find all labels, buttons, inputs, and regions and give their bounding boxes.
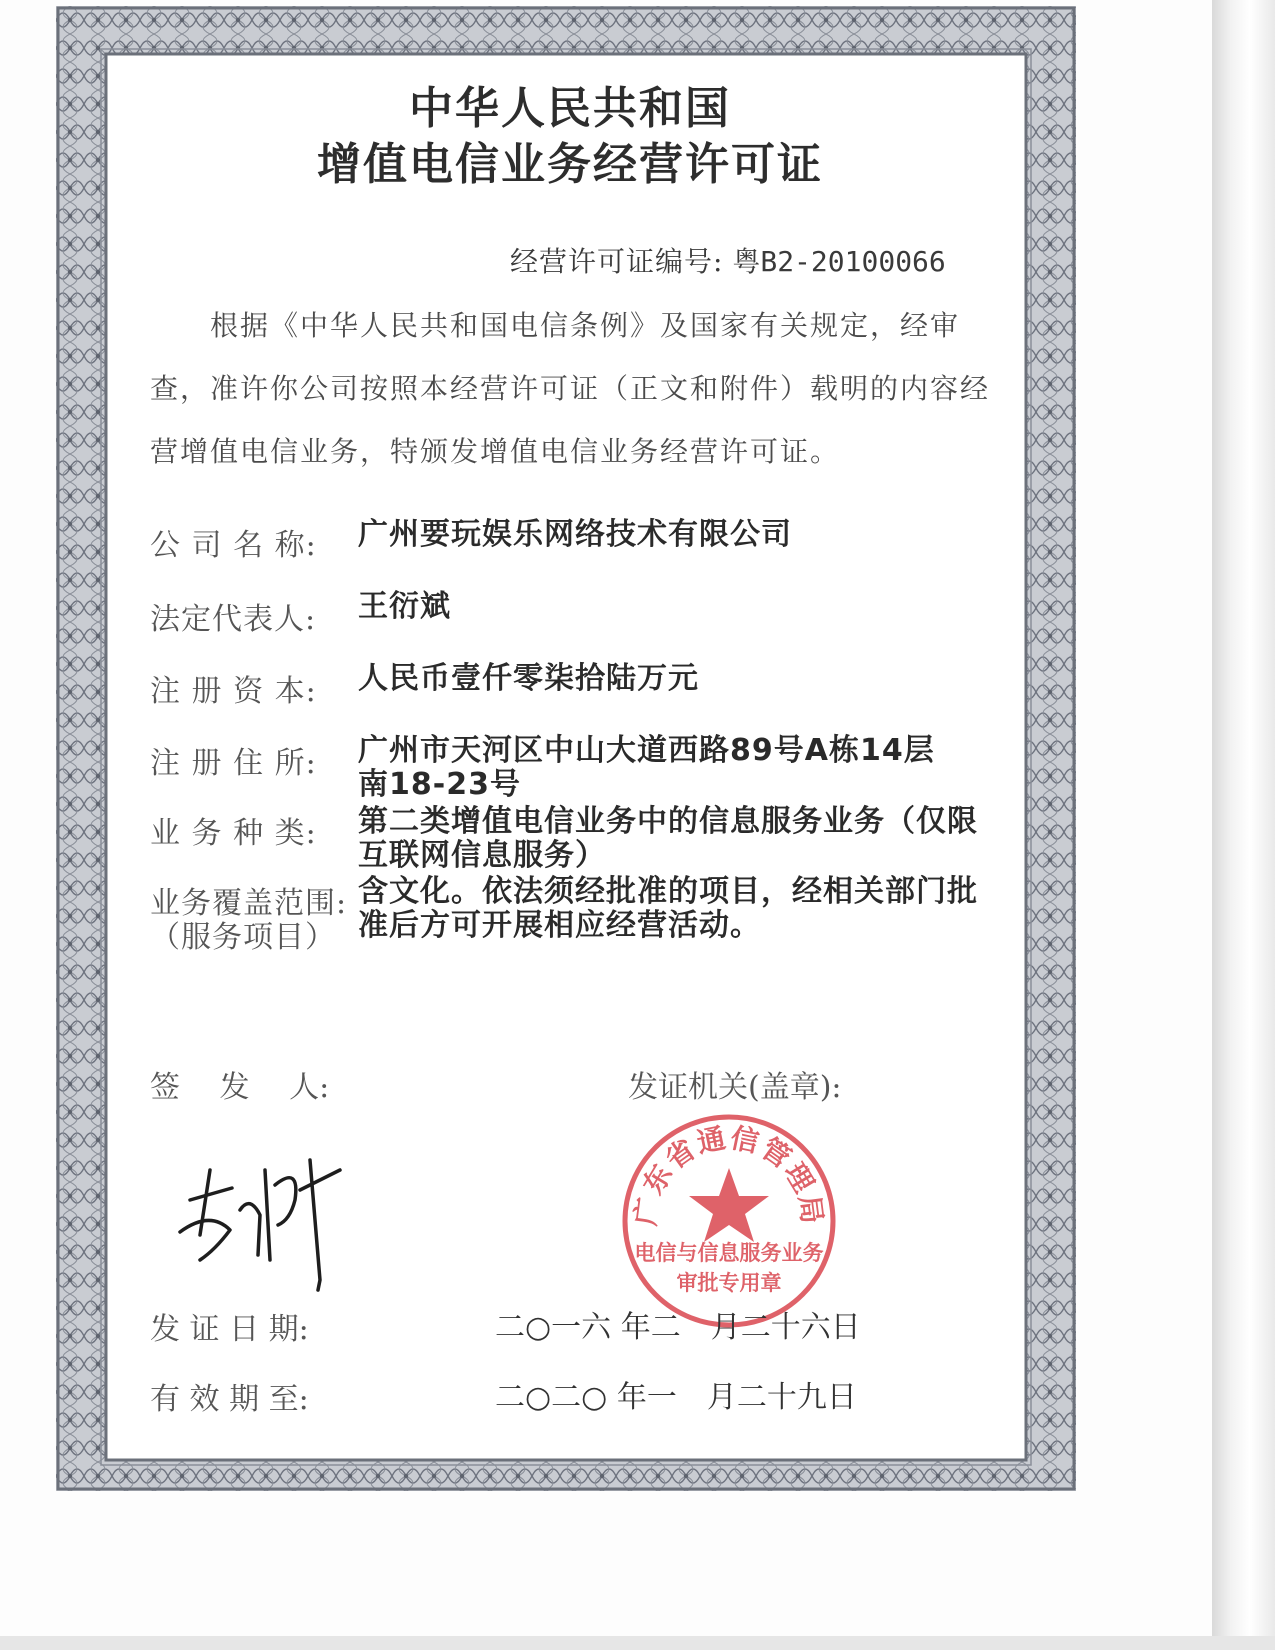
coverage-label: 业务覆盖范围:: [150, 886, 348, 921]
title-line-1: 中华人民共和国: [409, 83, 731, 134]
business-type-label: 业 务 种 类:: [150, 816, 317, 851]
scan-edge: [1212, 0, 1275, 1650]
registered-address-label: 注 册 住 所:: [150, 746, 317, 781]
title-line-2: 增值电信业务经营许可证: [317, 139, 823, 190]
registered-address-value: 广州市天河区中山大道西路89号A栋14层: [358, 733, 935, 768]
stamp-middle-text: 电信与信息服务业务: [634, 1241, 824, 1265]
issue-date-value: 二○一六 年二 月二十六日: [495, 1310, 861, 1345]
issue-date-label: 发 证 日 期:: [150, 1312, 309, 1347]
handwritten-signature: [170, 1140, 360, 1300]
stamp-top-text: 广东省通信管理局: [628, 1121, 830, 1228]
signer-label: 签 发 人:: [150, 1070, 330, 1105]
license-number-label: 经营许可证编号:: [510, 245, 724, 278]
issuer-label: 发证机关(盖章):: [628, 1070, 842, 1105]
coverage-value: 含文化。依法须经批准的项目，经相关部门批: [358, 874, 978, 909]
registered-address-value-line2: 南18-23号: [358, 767, 521, 802]
scan-bottom-edge: [0, 1636, 1275, 1650]
registered-capital-value: 人民币壹仟零柒拾陆万元: [358, 661, 699, 696]
legal-rep-label: 法定代表人:: [150, 602, 317, 637]
official-stamp: [618, 1110, 840, 1332]
company-name-label: 公 司 名 称:: [150, 528, 317, 563]
valid-until-label: 有 效 期 至:: [150, 1382, 309, 1417]
license-number-value: 粤B2-20100066: [732, 245, 946, 278]
legal-rep-value: 王衍斌: [358, 589, 451, 624]
coverage-sub-label: （服务项目）: [150, 920, 336, 955]
preamble-text: 根据《中华人民共和国电信条例》及国家有关规定，经审查，准许你公司按照本经营许可证（正文和附件）载明的内容经营增值电信业务，特颁发增值电信业务经营许可证。: [150, 309, 991, 468]
business-type-value-line2: 互联网信息服务）: [358, 838, 606, 873]
company-name-value: 广州要玩娱乐网络技术有限公司: [358, 517, 792, 552]
registered-capital-label: 注 册 资 本:: [150, 674, 317, 709]
valid-until-value: 二○二○ 年一 月二十九日: [495, 1380, 857, 1415]
coverage-value-line2: 准后方可开展相应经营活动。: [358, 908, 761, 943]
business-type-value: 第二类增值电信业务中的信息服务业务（仅限: [358, 804, 978, 839]
license-number: [510, 240, 946, 280]
stamp-bottom-text: 审批专用章: [676, 1271, 782, 1295]
